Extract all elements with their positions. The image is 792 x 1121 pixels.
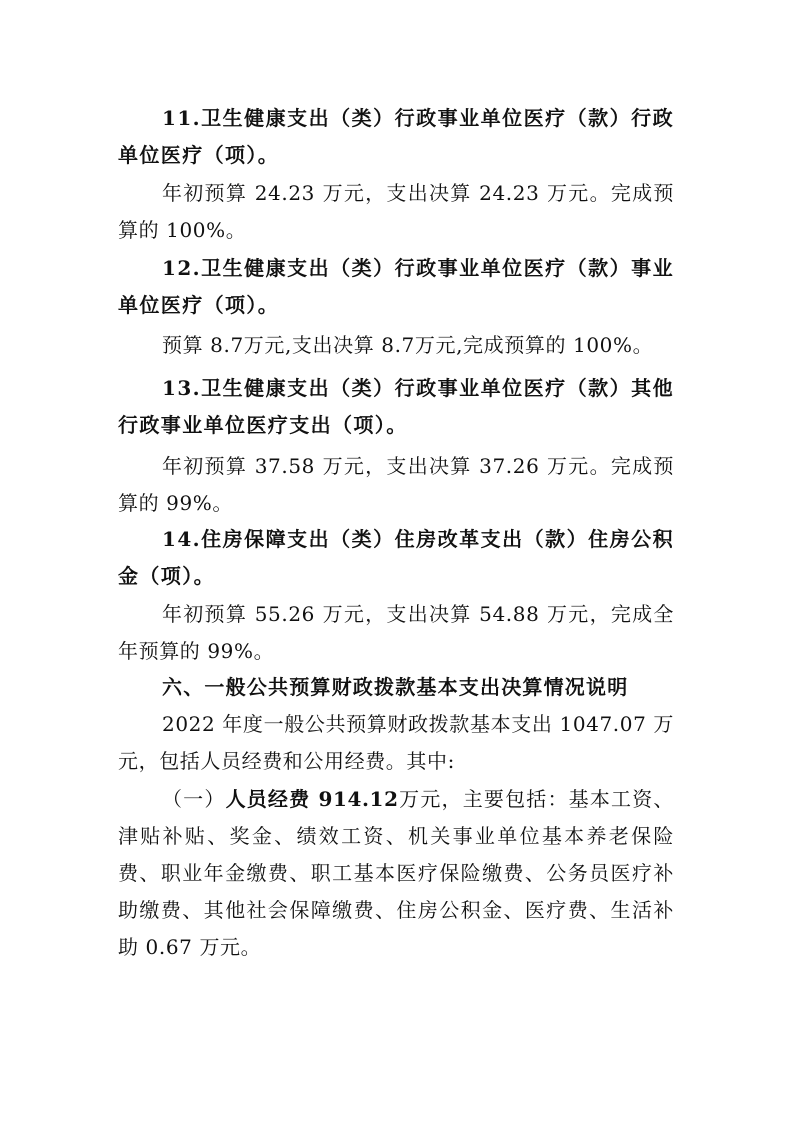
item-11-body: 年初预算 24.23 万元，支出决算 24.23 万元。完成预算的 100%。: [118, 181, 674, 242]
personnel-expense-prefix: （一）: [162, 787, 226, 811]
item-14-heading: 14.住房保障支出（类）住房改革支出（款）住房公积金（项）。: [118, 527, 674, 588]
personnel-expense-amount: 人员经费 914.12: [225, 787, 399, 811]
item-14-body: 年初预算 55.26 万元，支出决算 54.88 万元，完成全年预算的 99%。: [118, 602, 674, 663]
item-13-body: 年初预算 37.58 万元，支出决算 37.26 万元。完成预算的 99%。: [118, 454, 674, 515]
item-11-heading: 11.卫生健康支出（类）行政事业单位医疗（款）行政单位医疗（项）。: [118, 106, 674, 167]
section-6-heading: 六、一般公共预算财政拨款基本支出决算情况说明: [162, 675, 629, 699]
personnel-expense-paragraph: [118, 781, 674, 966]
personnel-expense-detail: 万元，主要包括：基本工资、津贴补贴、奖金、绩效工资、机关事业单位基本养老保险费、职业年金缴费、职工基本医疗保险缴费、公务员医疗补助缴费、其他社会保障缴费、住房公积金、医疗费、生活补助 0.67 万元。: [118, 787, 674, 959]
section-6-intro: 2022 年度一般公共预算财政拨款基本支出 1047.07 万元，包括人员经费和公用经费。其中:: [118, 712, 674, 773]
item-13-heading: 13.卫生健康支出（类）行政事业单位医疗（款）其他行政事业单位医疗支出（项）。: [118, 376, 674, 437]
item-12-body: 预算 8.7万元,支出决算 8.7万元,完成预算的 100%。: [162, 333, 654, 357]
item-12-heading: 12.卫生健康支出（类）行政事业单位医疗（款）事业单位医疗（项）。: [118, 256, 674, 317]
